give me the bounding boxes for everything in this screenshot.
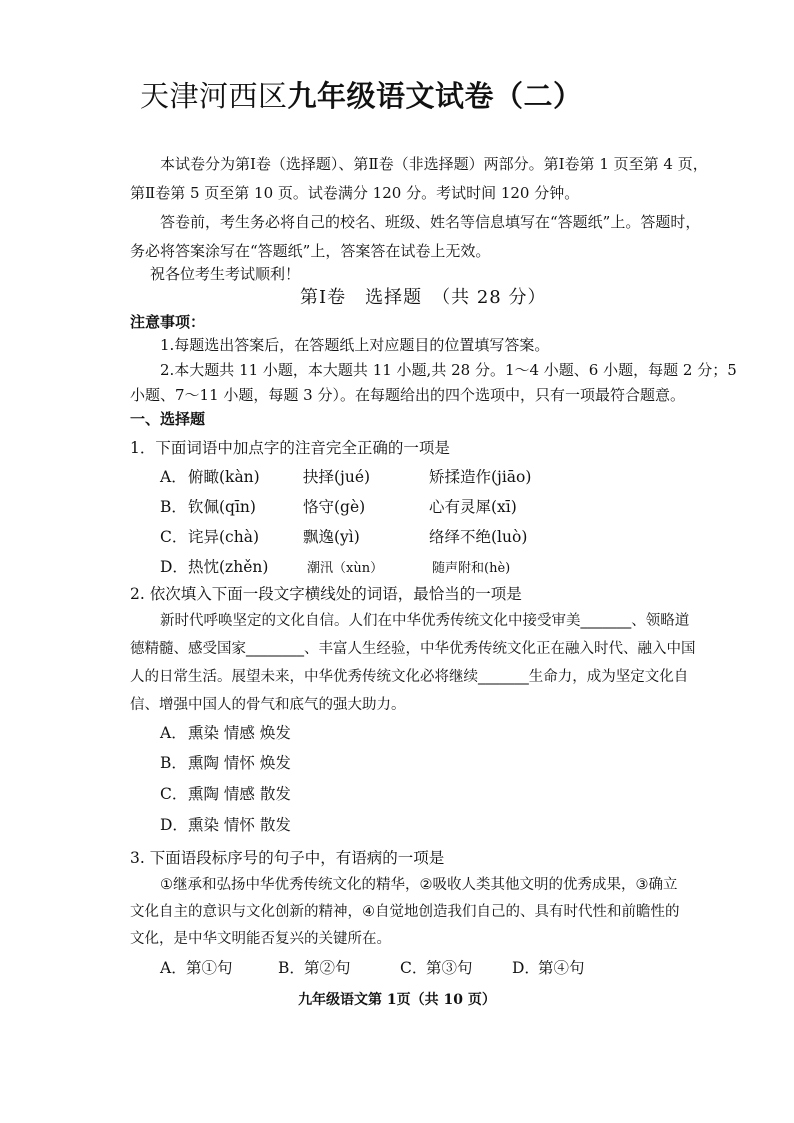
option-word-2: 潮汛（xùn） <box>307 561 384 576</box>
option-label: D． <box>160 558 188 576</box>
q3-option-d-label: D． <box>512 959 540 977</box>
note-2-line-1: 2.本大题共 11 小题，本大题共 11 小题,共 28 分。1～4 小题、6 小题，每题 2 分；5 <box>160 361 737 379</box>
q3-option-d-text: 第④句 <box>538 959 585 977</box>
option-word-1: 诧异(chà) <box>188 528 259 546</box>
exam-title-region: 天津河西区 <box>140 79 288 113</box>
note-1: 1.每题选出答案后，在答题纸上对应题目的位置填写答案。 <box>160 336 550 354</box>
q1-stem: 1．下面词语中加点字的注音完全正确的一项是 <box>130 439 450 457</box>
q3-option-a-text: 第①句 <box>186 959 233 977</box>
notes-heading: 注意事项： <box>130 313 206 331</box>
q3-passage-line-3: 文化，是中华文明能否复兴的关键所在。 <box>130 931 391 947</box>
option-text: 熏陶 情怀 焕发 <box>188 754 291 772</box>
option-text: 熏染 情感 焕发 <box>188 724 291 742</box>
q3-option-c-label: C． <box>400 959 428 977</box>
intro-paragraph-1-line-1: 本试卷分为第Ⅰ卷（选择题）、第Ⅱ卷（非选择题）两部分。第Ⅰ卷第 1 页至第 4 页， <box>160 155 708 173</box>
option-label: C． <box>160 785 188 803</box>
option-word-2: 抉择(jué) <box>303 468 371 486</box>
note-2-line-2: 小题、7～11 小题，每题 3 分）。在每题给出的四个选项中，只有一项最符合题意。 <box>130 386 685 404</box>
option-word-3: 随声附和(hè) <box>432 561 511 576</box>
option-word-2: 恪守(gè) <box>303 498 366 516</box>
q3-option-b-text: 第②句 <box>304 959 351 977</box>
option-label: A． <box>160 724 187 742</box>
option-word-3: 络绎不绝(luò) <box>429 528 528 546</box>
exam-title <box>140 76 583 116</box>
q3-passage-line-1: ①继承和弘扬中华优秀传统文化的精华，②吸收人类其他文明的优秀成果，③确立 <box>160 877 678 893</box>
intro-paragraph-2-line-2: 务必将答案涂写在“答题纸”上，答案答在试卷上无效。 <box>130 242 491 260</box>
q2-passage-line-2: 德精髓、感受国家________、丰富人生经验，中华优秀传统文化正在融入时代、融入中国 <box>130 641 696 657</box>
option-text: 熏陶 情感 散发 <box>188 785 291 803</box>
option-word-3: 矫揉造作(jiāo) <box>429 468 532 486</box>
q2-passage-line-3: 人的日常生活。展望未来，中华优秀传统文化必将继续_______生命力，成为坚定文化自 <box>130 669 689 685</box>
option-word-1: 钦佩(qīn) <box>188 498 256 516</box>
section-title: 第Ⅰ卷 选择题 （共 28 分） <box>300 287 547 308</box>
option-label: D． <box>160 816 188 834</box>
intro-paragraph-1-line-2: 第Ⅱ卷第 5 页至第 10 页。试卷满分 120 分。考试时间 120 分钟。 <box>130 184 580 202</box>
option-label: A． <box>160 468 187 486</box>
q2-stem: 2. 依次填入下面一段文字横线处的词语，最恰当的一项是 <box>130 585 522 603</box>
q2-passage-line-1: 新时代呼唤坚定的文化自信。人们在中华优秀传统文化中接受审美_______、领略道 <box>160 613 690 629</box>
option-word-1: 俯瞰(kàn) <box>188 468 260 486</box>
option-word-3: 心有灵犀(xī) <box>429 498 517 516</box>
option-label: B． <box>160 498 187 516</box>
q3-passage-line-2: 文化自主的意识与文化创新的精神，④自觉地创造我们自己的、具有时代性和前瞻性的 <box>130 904 680 920</box>
option-text: 熏染 情怀 散发 <box>188 816 291 834</box>
q2-passage-line-4: 信、增强中国人的骨气和底气的强大助力。 <box>130 697 406 713</box>
exam-title-name: 九年级语文试卷（二） <box>287 79 583 113</box>
option-word-2: 飘逸(yì) <box>303 528 360 546</box>
q3-option-a-label: A． <box>160 959 187 977</box>
page-footer: 九年级语文第 1页（共 10 页） <box>298 992 496 1008</box>
option-word-1: 热忱(zhěn) <box>188 558 269 576</box>
part-heading: 一、选择题 <box>130 410 206 428</box>
option-label: C． <box>160 528 188 546</box>
q3-option-b-label: B． <box>278 959 305 977</box>
option-label: B． <box>160 754 187 772</box>
q3-stem: 3. 下面语段标序号的句子中，有语病的一项是 <box>130 849 445 867</box>
intro-paragraph-2-line-1: 答卷前，考生务必将自己的校名、班级、姓名等信息填写在“答题纸”上。答题时， <box>160 213 701 231</box>
q3-option-c-text: 第③句 <box>426 959 473 977</box>
intro-wish: 祝各位考生考试顺利！ <box>150 265 301 283</box>
